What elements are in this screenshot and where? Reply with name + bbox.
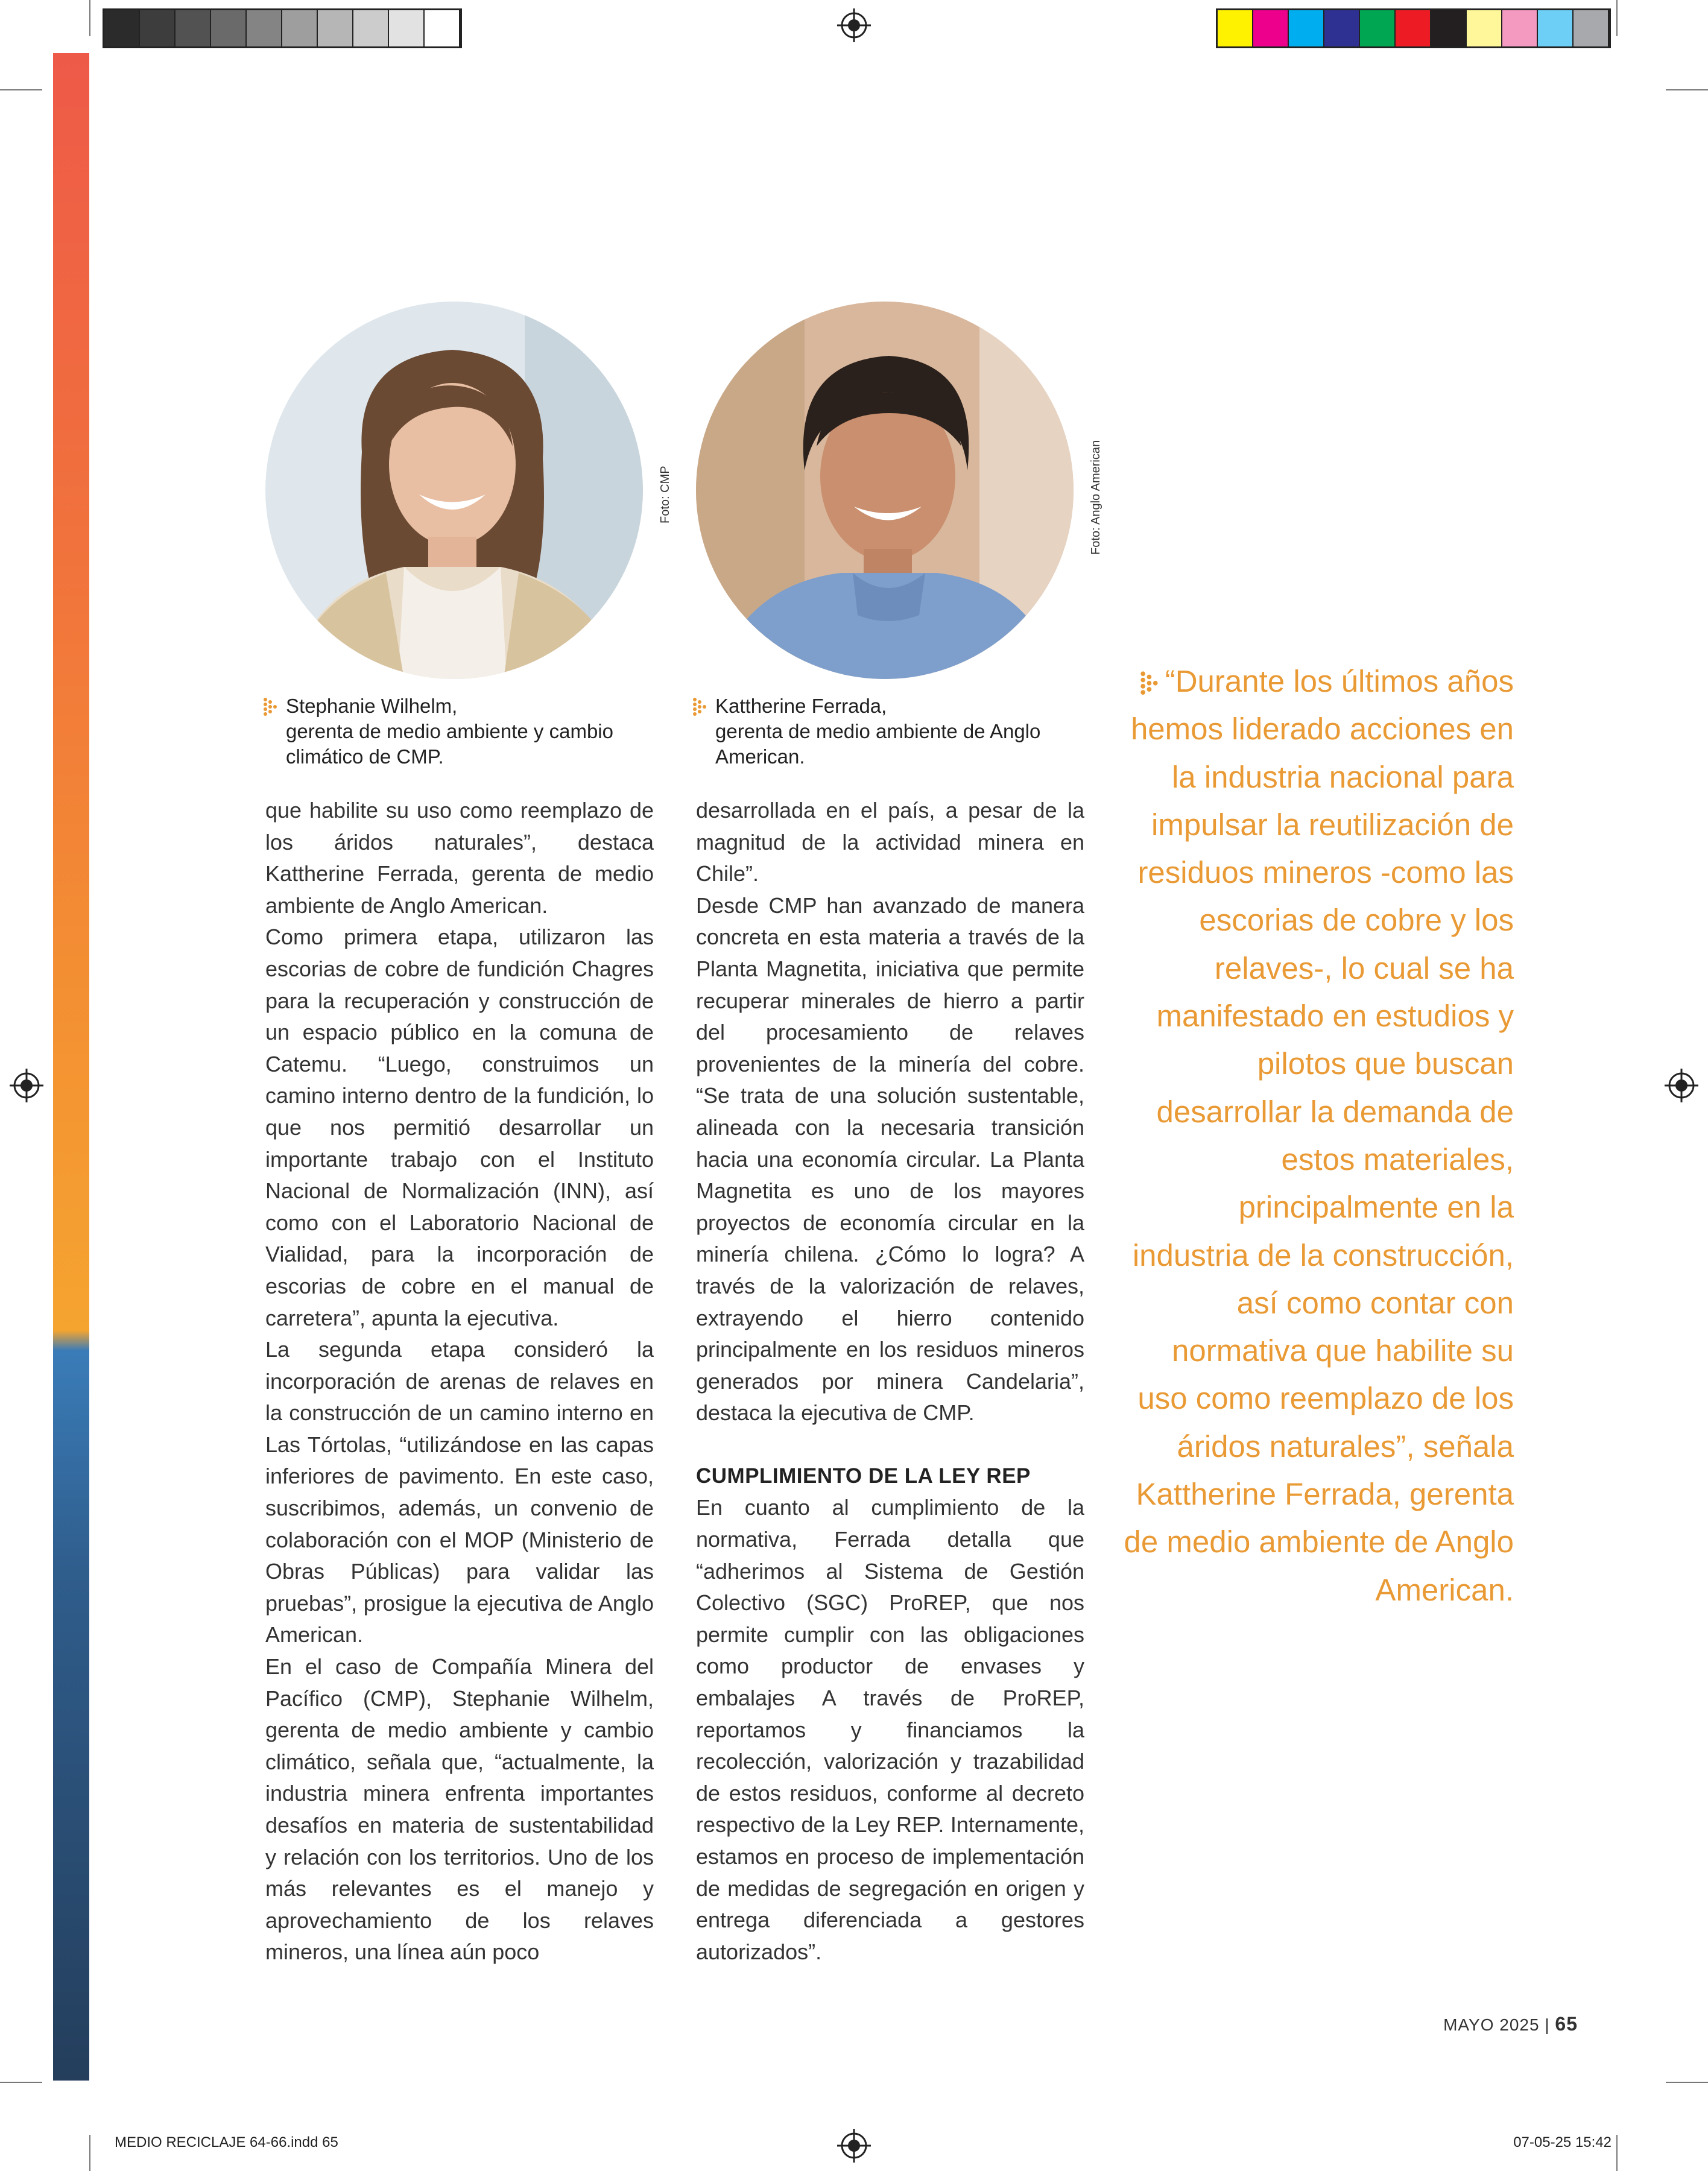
gray-swatch [247,10,282,46]
photo-caption-kattherine [715,694,1083,769]
color-swatch [1396,10,1431,46]
color-swatch [1218,10,1253,46]
caption-name: Kattherine Ferrada, [715,695,887,717]
gray-swatch [353,10,389,46]
article-column-1 [265,795,654,1968]
registration-mark-left [10,1069,43,1102]
slug-filename: MEDIO RECICLAJE 64-66.indd 65 [115,2134,338,2150]
color-calibration-bar [1216,8,1611,48]
portrait-photo-kattherine [696,302,1074,679]
registration-mark-right [1665,1069,1698,1102]
dotted-arrow-icon [1140,671,1162,697]
slug-date: 07-05-25 15:42 [1513,2134,1612,2150]
pull-quote-text: “Durante los últimos años hemos liderado acciones en la industria nacional para impulsar la reutilización de residuos mineros -como las escorias de cobre y los relaves-, lo cual se ha manifestado en estudios y pilotos que buscan desarrollar la demanda de estos materiales, principalmente en la industria de la construcción, así como contar con normativa que habilite su uso como reemplazo de los áridos naturales”, señala Kattherine Ferrada, gerenta de medio ambiente de Anglo American. [1124,664,1514,1607]
crop-mark [1616,2135,1618,2171]
photo-caption-stephanie [286,694,654,769]
crop-mark [89,0,90,36]
body-paragraph: La segunda etapa consideró la incorporación de arenas de relaves en la construcción de un camino interno en Las Tórtolas, “utilizándose en las capas inferiores de pavimento. En este caso, suscribimos, además, un convenio de colaboración con el MOP (Ministerio de Obras Públicas) para validar las pruebas”, prosigue la ejecutiva de Anglo American. [265,1337,654,1648]
color-swatch [1431,10,1467,46]
body-paragraph: Como primera etapa, utilizaron las escorias de cobre de fundición Chagres para la recuperación y construcción de un espacio público en la comuna de Catemu. “Luego, construimos un camino interno dentro de la fundición, lo que nos permitió desarrollar un importante trabajo con el Instituto Nacional de Normalización (INN), así como con el Laboratorio Nacional de Vialidad, para la incorporación de escorias de cobre en el manual de carretera”, apunta la ejecutiva. [265,924,654,1330]
pull-quote [1116,657,1514,1614]
page-folio: MAYO 2025 | 65 [1443,2013,1578,2035]
color-swatch [1502,10,1538,46]
gray-swatch [389,10,425,46]
body-paragraph: En el caso de Compañía Minera del Pacífico (CMP), Stephanie Wilhelm, gerenta de medio ambiente y cambio climático, señala que, “actualmente, la industria minera enfrenta importantes desafíos en materia de sustentabilidad y relación con los territorios. Uno de los más relevantes es el manejo y aprovechamiento de los relaves mineros, una línea aún poco [265,1654,654,1965]
body-paragraph: Desde CMP han avanzado de manera concreta en esta materia a través de la Planta Magnetita, iniciativa que permite recuperar minerales de hierro a partir del procesamiento de relaves provenientes de la minería del cobre. “Se trata de una solución sustentable, alineada con la necesaria transición hacia una economía circular. La Planta Magnetita es uno de los mayores proyectos de economía circular en la minería chilena. ¿Cómo lo logra? A través de la valorización de relaves, extrayendo el hierro contenido principalmente en los residuos mineros generados por minera Candelaria”, destaca la ejecutiva de CMP. [696,893,1084,1426]
body-paragraph: En cuanto al cumplimiento de la normativa, Ferrada detalla que “adherimos al Sistema de Gestión Colectivo (SGC) ProREP, que nos permite cumplir con las obligaciones como productor de envases y embalajes A través de ProREP, reportamos y financiamos la recolección, valorización y trazabilidad de estos residuos, conforme al decreto respectivo de la Ley REP. Internamente, estamos en proceso de implementación de medidas de segregación en origen y entrega diferenciada a gestores autorizados”. [696,1495,1084,1964]
gray-swatch [318,10,353,46]
portrait-photo-stephanie [265,302,643,679]
crop-mark [0,2082,42,2083]
gray-swatch [282,10,318,46]
body-paragraph: desarrollada en el país, a pesar de la magnitud de la actividad minera en Chile”. [696,798,1084,886]
body-paragraph: que habilite su uso como reemplazo de los áridos naturales”, destaca Kattherine Ferrada, gerenta de medio ambiente de Anglo American. [265,798,654,918]
color-swatch [1360,10,1396,46]
photo-credit-cmp: Foto: CMP [659,466,672,523]
caption-title: gerenta de medio ambiente de Anglo American. [715,720,1041,768]
gray-swatch [211,10,247,46]
crop-mark [89,2135,90,2171]
dotted-arrow-icon [263,697,280,718]
crop-mark [1616,0,1618,36]
color-swatch [1289,10,1324,46]
color-swatch [1467,10,1502,46]
photo-credit-anglo: Foto: Anglo American [1089,440,1102,555]
caption-title: gerenta de medio ambiente y cambio climático de CMP. [286,720,613,768]
color-swatch [1574,10,1609,46]
crop-mark [0,89,42,90]
section-subheading: CUMPLIMIENTO DE LA LEY REP [696,1464,1031,1488]
registration-mark-bottom [837,2129,871,2163]
registration-mark-top [837,8,871,42]
caption-name: Stephanie Wilhelm, [286,695,458,717]
gray-swatch [104,10,140,46]
crop-mark [1666,2082,1708,2083]
dotted-arrow-icon [692,697,709,718]
color-swatch [1538,10,1574,46]
gray-swatch [425,10,460,46]
gray-swatch [176,10,211,46]
article-column-2 [696,795,1084,1968]
crop-mark [1666,89,1708,90]
folio-month: MAYO 2025 [1443,2015,1540,2034]
color-swatch [1324,10,1360,46]
gray-calibration-bar [103,8,462,48]
gray-swatch [140,10,176,46]
color-swatch [1253,10,1289,46]
decorative-side-strip [53,53,89,2081]
page-number: 65 [1555,2013,1578,2035]
